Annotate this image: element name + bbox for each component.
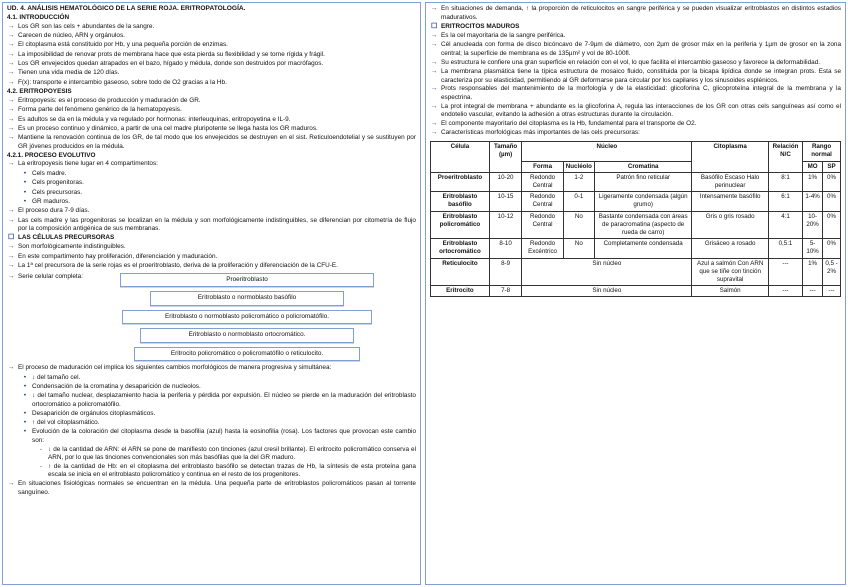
chain-box: Eritroblasto o normoblasto policromático o policromatófilo.: [122, 310, 372, 324]
chain-box: Eritrocito policromático o policromatófilo o reticulocito.: [134, 347, 360, 361]
arrow-right-icon: →: [430, 102, 438, 110]
list-item: Carecen de núcleo, ARN y orgánulos.: [18, 31, 125, 39]
table-header: Tamaño (µm): [489, 142, 521, 173]
cell-series-diagram: [7, 273, 416, 361]
table-cell: 0%: [823, 172, 841, 191]
table-cell: Redondo Central: [522, 192, 563, 211]
bullet-icon: •: [23, 392, 27, 400]
arrow-right-icon: →: [7, 59, 15, 67]
arrow-right-icon: →: [430, 129, 438, 137]
table-cell: 0%: [823, 211, 841, 239]
table-header: SP: [823, 161, 841, 172]
list-item: Características morfológicas más importantes de las cels precursoras:: [441, 129, 640, 137]
table-cell: ---: [823, 286, 841, 297]
bullet-icon: •: [23, 382, 27, 390]
table-cell: 1%: [803, 258, 823, 286]
list-item: Cels progenitoras.: [32, 179, 84, 187]
list-item: Su estructura le confiere una gran superficie en relación con el vol, lo que facilita el intercambio gaseoso y favorece la deformabilidad.: [441, 58, 821, 66]
table-cell: 0,5:1: [768, 239, 802, 258]
table-row: [431, 172, 841, 191]
table-cell: Eritrocito: [431, 286, 490, 297]
arrow-right-icon: →: [7, 273, 15, 281]
table-cell: 0%: [823, 239, 841, 258]
table-cell: Eritroblasto policromático: [431, 211, 490, 239]
table-cell: 8-10: [489, 239, 521, 258]
bullet-icon: •: [23, 179, 27, 187]
arrow-right-icon: →: [7, 78, 15, 86]
list-item: Evolución de la coloración del citoplasma desde la basofilia (azul) hasta la eosinofilia (rosa). Los factores que provocan este cambio son:: [32, 428, 416, 444]
arrow-right-icon: →: [430, 41, 438, 49]
table-header: Cromatina: [594, 161, 691, 172]
series-label: Serie celular completa:: [18, 273, 84, 281]
list-item: El componente mayoritario del citoplasma es la Hb, fundamental para el transporte de O2.: [441, 119, 697, 127]
section-heading: 4.2. ERITROPOYESIS: [7, 88, 72, 96]
list-item: Prots responsables del mantenimiento de la morfología y de la elasticidad: glicoforina C, glicoproteína integral de la membrana y la espectrina.: [441, 85, 841, 101]
table-cell: Azul a salmón Con ARN que se tiñe con tinción supravital: [692, 258, 768, 286]
section-heading: 4.2.1. PROCESO EVOLUTIVO: [7, 151, 96, 159]
list-item: Eritropoyesis: es el proceso de producción y maduración de GR.: [18, 96, 201, 104]
table-cell: Intensamente basófilo: [692, 192, 768, 211]
page-title: UD. 4. ANÁLISIS HEMATOLÓGICO DE LA SERIE ROJA. ERITROPATOLOGÍA.: [7, 5, 246, 12]
list-item: Tienen una vida media de 120 días.: [18, 69, 120, 77]
table-header: Célula: [431, 142, 490, 173]
list-item: Es la cel mayoritaria de la sangre periférica.: [441, 32, 566, 40]
table-cell: Eritroblasto basófilo: [431, 192, 490, 211]
table-header: Rango normal: [803, 142, 841, 161]
table-cell: Grisáceo a rosado: [692, 239, 768, 258]
table-cell: ---: [803, 286, 823, 297]
subsection-heading: ERITROCITOS MADUROS: [441, 22, 520, 30]
list-item: En situaciones fisiológicas normales se encuentran en la médula. Una pequeña parte de eritroblastos policromáticos pasan al torrente sanguíneo.: [18, 480, 416, 496]
table-cell: Redondo Excéntrico: [522, 239, 563, 258]
list-item: Los GR envejecidos quedan atrapados en el bazo, hígado y médula, donde son destruidos por macrófagos.: [18, 59, 324, 67]
list-item: Forma parte del fenómeno genérico de la hematopoyesis.: [18, 106, 182, 114]
list-item: GR maduros.: [32, 197, 71, 205]
table-row: [431, 239, 841, 258]
table-header: Forma: [522, 161, 563, 172]
list-item: Cél anucleada con forma de disco bicóncavo de 7-9µm de diámetro, con 2µm de grosor máx en la periferia y 1µm de grosor en la zona central; la superficie de membrana es de 135µm² y vol de 80-100fl.: [441, 41, 841, 57]
table-cell: 7-8: [489, 286, 521, 297]
table-cell: 0%: [823, 192, 841, 211]
subsection-heading: LAS CÉLULAS PRECURSORAS: [18, 233, 115, 241]
table-cell: 6:1: [768, 192, 802, 211]
list-item: ↑ de la cantidad de Hb: en el citoplasma del eritroblasto basófilo se detectan trazas de Hb, la síntesis de esta proteína gana escala se inicia en el eritroblasto policromático y continua en el resto de los progenitores.: [48, 462, 416, 479]
table-header: Núcleo: [522, 142, 692, 161]
list-item: En este compartimento hay proliferación, diferenciación y maduración.: [18, 252, 218, 260]
arrow-right-icon: →: [430, 32, 438, 40]
table-cell: Redondo Central: [522, 172, 563, 191]
table-cell: Reticulocito: [431, 258, 490, 286]
bullet-icon: •: [23, 428, 27, 436]
bullet-icon: •: [23, 373, 27, 381]
intro-list: [7, 23, 416, 88]
list-item: Es un proceso continuo y dinámico, a partir de una cel madre pluripotente se llega hasta los GR maduros.: [18, 124, 318, 132]
list-item: ↓ del tamaño nuclear, desplazamiento hacia la periferia y pérdida por expulsión. El núcleo se pierde en la maduración del eritroblasto ortocromático a policromatófilo.: [32, 392, 416, 408]
table-cell: 0-1: [563, 192, 594, 211]
arrow-right-icon: →: [7, 106, 15, 114]
arrow-right-icon: →: [430, 5, 438, 13]
arrow-right-icon: →: [7, 207, 15, 215]
list-item: F(x): transporte e intercambio gaseoso, sobre todo de O2 gracias a la Hb.: [18, 78, 227, 86]
table-cell: Sin núcleo: [522, 258, 692, 286]
table-cell: 10-15: [489, 192, 521, 211]
arrow-right-icon: →: [7, 134, 15, 142]
table-header: Nucléolo: [563, 161, 594, 172]
list-item: Mantiene la renovación continua de los GR, de tal modo que los envejecidos se destruyen en el sist. Reticuloendotelial y se sustituyen por GR jóvenes producidos en la médula.: [18, 134, 416, 150]
list-item: Es adultos se da en la médula y va regulado por hormonas: interleuquinas, eritropoyetina e IL-9.: [18, 115, 291, 123]
chain-box: Eritroblasto o normoblasto ortocromático.: [140, 328, 354, 342]
arrow-right-icon: →: [430, 68, 438, 76]
list-item: Cels precursoras.: [32, 188, 83, 196]
arrow-right-icon: →: [7, 50, 15, 58]
list-item: En situaciones de demanda, ↑ la proporción de reticulocitos en sangre periférica y se pueden visualizar eritroblastos en distintos estadios madurativos.: [441, 5, 841, 21]
dash-icon: -: [39, 462, 43, 470]
table-cell: Gris o gris rosado: [692, 211, 768, 239]
arrow-right-icon: →: [7, 31, 15, 39]
list-item: Las cels madre y las progenitoras se localizan en la médula y son morfológicamente indistinguibles, se diferencian por citometría de flujo por la composición antigénica de sus membranas.: [18, 216, 416, 233]
arrow-right-icon: →: [430, 85, 438, 93]
checkbox-icon: ☐: [430, 22, 438, 30]
list-item: La prot integral de membrana + abundante es la glicoforina A, regula las interacciones de los GR con otras cels sanguíneas así como el endotelio vascular, evitando la adhesión a otras estructuras durante la circulación.: [441, 102, 841, 119]
table-header: MO: [803, 161, 823, 172]
list-item: ↑ del vol citoplasmático.: [32, 418, 100, 426]
arrow-right-icon: →: [7, 22, 15, 30]
list-item: Los GR son las cels + abundantes de la sangre.: [18, 22, 155, 30]
table-cell: Sin núcleo: [522, 286, 692, 297]
list-item: La eritropoyesis tiene lugar en 4 compartimentos:: [18, 160, 158, 168]
table-cell: 8-9: [489, 258, 521, 286]
bullet-icon: •: [23, 418, 27, 426]
table-cell: 4:1: [768, 211, 802, 239]
table-cell: 10-12: [489, 211, 521, 239]
right-column: [425, 2, 846, 585]
table-cell: 1-2: [563, 172, 594, 191]
arrow-right-icon: →: [430, 119, 438, 127]
left-column: [2, 2, 421, 585]
table-row: [431, 286, 841, 297]
table-header: Citoplasma: [692, 142, 768, 173]
table-cell: 10-20%: [803, 211, 823, 239]
table-row: [431, 211, 841, 239]
list-item: Desaparición de orgánulos citoplasmáticos.: [32, 409, 156, 417]
arrow-right-icon: →: [7, 124, 15, 132]
list-item: La imposibilidad de renovar prots de membrana hace que esta pierda su flexibilidad y se torne rígida y frágil.: [18, 50, 325, 58]
list-item: La membrana plasmática tiene la típica estructura de mosaico fluido, constituida por la bicapa lipídica donde se integran prots. Esta se caracteriza por su elasticidad, permitiendo al GR deformarse para circular por los capilares y los sinusoides esplénicos.: [441, 68, 841, 84]
table-cell: 5-10%: [803, 239, 823, 258]
list-item: Son morfológicamente indistinguibles.: [18, 243, 126, 251]
table-cell: Patrón fino reticular: [594, 172, 691, 191]
list-item: La 1ª cel precursora de la serie rojas es el proeritroblasto, deriva de la proliferación y diferenciación de la CFU-E.: [18, 262, 338, 270]
table-cell: Eritroblasto ortocromático: [431, 239, 490, 258]
table-cell: No: [563, 239, 594, 258]
list-item: El citoplasma está constituido por Hb, y una pequeña porción de enzimas.: [18, 41, 228, 49]
table-cell: 1-4%: [803, 192, 823, 211]
arrow-right-icon: →: [430, 58, 438, 66]
table-cell: Basófilo Escaso Halo perinuclear: [692, 172, 768, 191]
list-item: ↓ del tamaño cel.: [32, 373, 81, 381]
list-item: Condensación de la cromatina y desaparición de nucleolos.: [32, 382, 201, 390]
precursor-table: [430, 141, 841, 297]
table-cell: ---: [768, 286, 802, 297]
table-cell: 8:1: [768, 172, 802, 191]
bullet-icon: •: [23, 169, 27, 177]
table-cell: Proeritroblasto: [431, 172, 490, 191]
arrow-right-icon: →: [7, 115, 15, 123]
table-cell: 10-20: [489, 172, 521, 191]
arrow-right-icon: →: [7, 252, 15, 260]
table-cell: Completamente condensada: [594, 239, 691, 258]
arrow-right-icon: →: [7, 160, 15, 168]
table-cell: Salmón: [692, 286, 768, 297]
table-cell: ---: [768, 258, 802, 286]
table-row: [431, 258, 841, 286]
arrow-right-icon: →: [7, 480, 15, 488]
arrow-right-icon: →: [7, 96, 15, 104]
arrow-right-icon: →: [7, 41, 15, 49]
arrow-right-icon: →: [7, 262, 15, 270]
erit-list: [7, 97, 416, 151]
chain-box: Eritroblasto o normoblasto basófilo: [150, 291, 344, 305]
arrow-right-icon: →: [7, 69, 15, 77]
chain-box: Proeritroblasto: [120, 273, 374, 287]
table-cell: 0,5 - 2%: [823, 258, 841, 286]
table-cell: 1%: [803, 172, 823, 191]
list-item: Cels madre.: [32, 169, 67, 177]
list-item: ↓ de la cantidad de ARN: el ARN se pone de manifiesto con tinciones (azul cresil brillante). El eritrocito policromático conserva el ARN, por lo que las tinciones convencionales son más basófilas que la del GR maduro.: [48, 445, 416, 462]
arrow-right-icon: →: [7, 243, 15, 251]
table-header: Relación N/C: [768, 142, 802, 173]
dash-icon: -: [39, 445, 43, 453]
bullet-icon: •: [23, 409, 27, 417]
list-item: El proceso dura 7-9 días.: [18, 207, 90, 215]
checkbox-icon: ☐: [7, 233, 15, 241]
arrow-right-icon: →: [7, 364, 15, 372]
table-cell: Ligeramente condensada (algún grumo): [594, 192, 691, 211]
section-heading: 4.1. INTRODUCCIÓN: [7, 13, 70, 21]
table-cell: Redondo Central: [522, 211, 563, 239]
bullet-icon: •: [23, 188, 27, 196]
arrow-right-icon: →: [7, 216, 15, 224]
list-item: El proceso de maduración cel implica los siguientes cambios morfológicos de manera progresiva y simultánea:: [18, 364, 332, 372]
table-row: [431, 192, 841, 211]
bullet-icon: •: [23, 197, 27, 205]
table-cell: Bastante condensada con áreas de paracromatina (aspecto de rueda de carro): [594, 211, 691, 239]
table-cell: No: [563, 211, 594, 239]
